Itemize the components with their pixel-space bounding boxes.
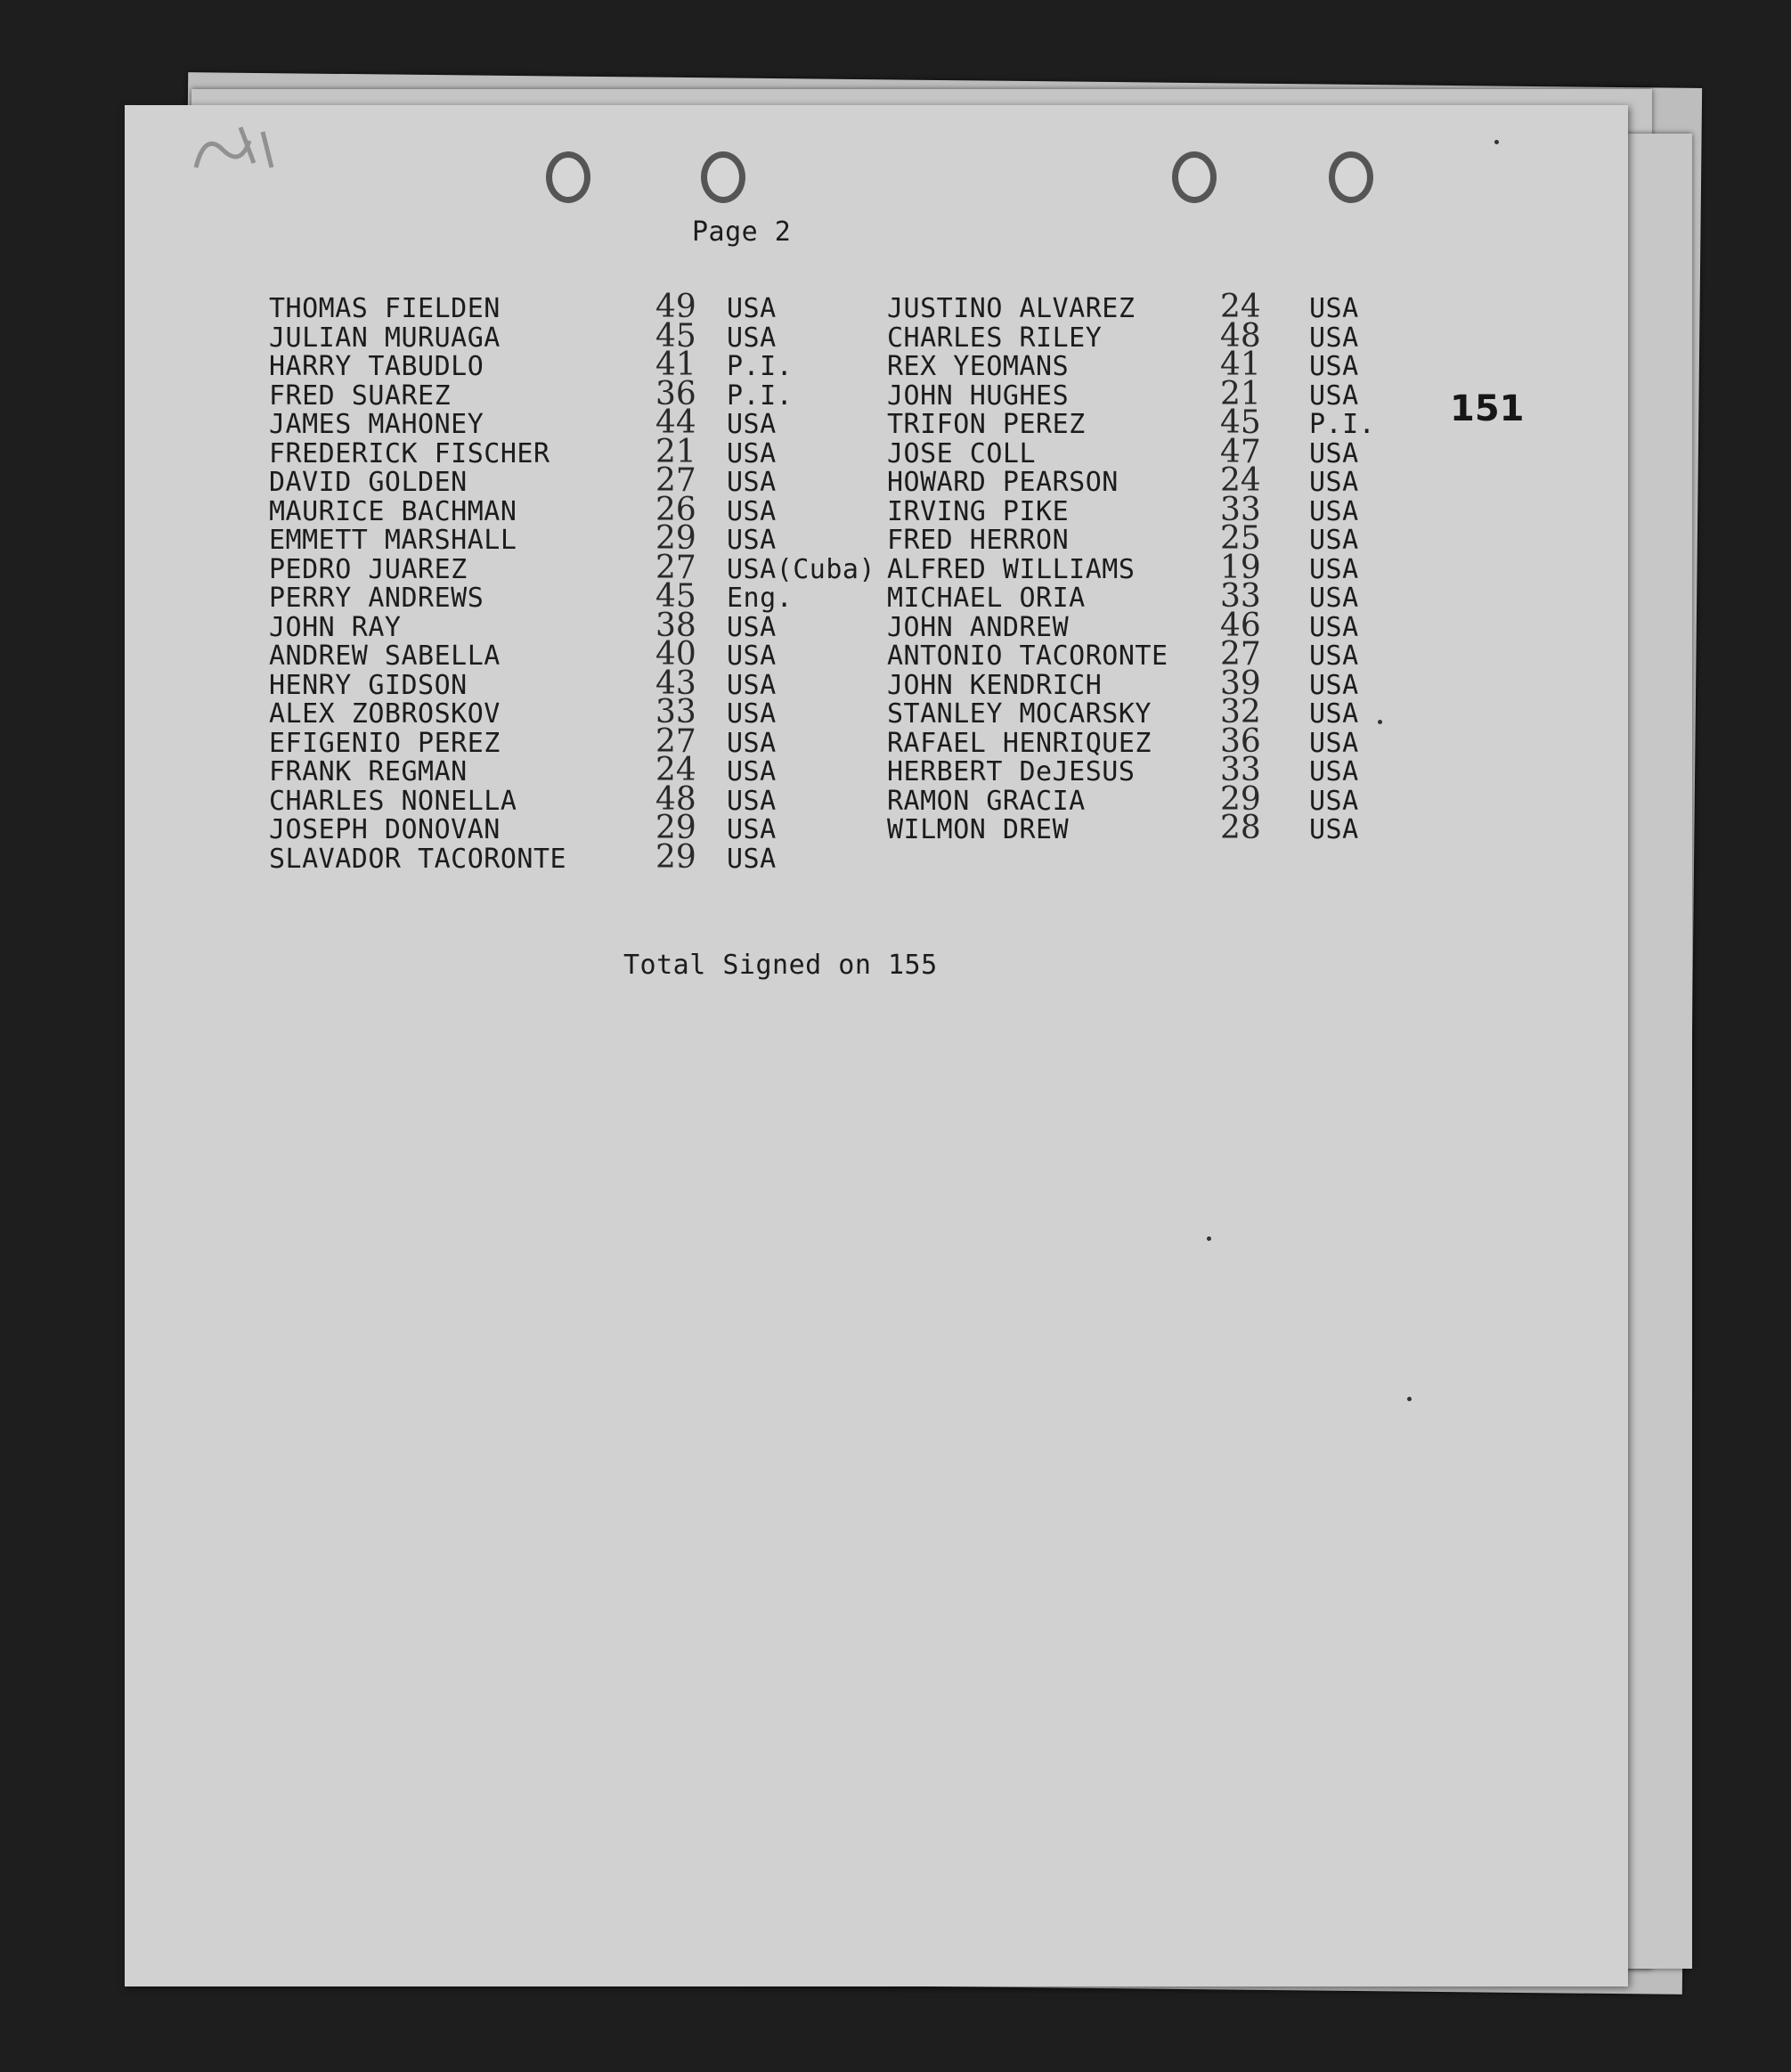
roster-age: 47	[1220, 433, 1261, 470]
roster-nationality: USA	[727, 409, 777, 440]
roster-nationality: USA	[1309, 727, 1359, 759]
page-label: Page 2	[692, 216, 792, 248]
roster-age: 24	[1220, 289, 1261, 325]
roster-name: FRED SUAREZ	[269, 379, 452, 412]
roster-name: RAMON GRACIA	[887, 785, 1086, 817]
punch-hole	[546, 151, 590, 203]
roster-nationality: USA	[727, 843, 777, 875]
roster-age: 43	[655, 665, 696, 702]
roster-nationality: USA	[727, 322, 777, 354]
roster-nationality: USA	[1309, 756, 1359, 787]
roster-nationality: USA	[727, 814, 777, 845]
roster-age: 48	[1220, 317, 1261, 355]
roster-nationality: USA	[1309, 553, 1359, 585]
roster-age: 40	[655, 636, 696, 673]
roster-name: RAFAEL HENRIQUEZ	[887, 727, 1152, 759]
roster-age: 38	[655, 607, 696, 644]
roster-name: HOWARD PEARSON	[887, 467, 1119, 498]
roster-nationality: USA	[727, 525, 777, 556]
roster-age: 21	[655, 433, 696, 470]
roster-age: 49	[655, 289, 696, 325]
speck	[1378, 720, 1382, 724]
roster-age: 25	[1220, 520, 1261, 557]
roster-name: ALEX ZOBROSKOV	[269, 698, 501, 730]
roster-name: DAVID GOLDEN	[269, 467, 468, 498]
roster-nationality: USA	[1309, 583, 1359, 614]
roster-age: 33	[1220, 752, 1261, 788]
roster-nationality: USA	[1309, 785, 1359, 817]
roster-age: 28	[1220, 810, 1261, 846]
roster-name: FRANK REGMAN	[269, 756, 468, 787]
roster-name: WILMON DREW	[887, 814, 1070, 845]
roster-name: FREDERICK FISCHER	[269, 437, 550, 469]
roster-age: 46	[1220, 607, 1261, 644]
roster-nationality: USA	[727, 756, 777, 787]
roster-name: EMMETT MARSHALL	[269, 525, 517, 556]
roster-name: SLAVADOR TACORONTE	[269, 843, 567, 875]
roster-name: JOHN KENDRICH	[887, 669, 1103, 701]
roster-name: HENRY GIDSON	[269, 669, 468, 701]
roster-nationality: USA	[727, 727, 777, 759]
roster-age: 41	[1220, 347, 1261, 383]
roster-nationality: USA	[1309, 467, 1359, 498]
roster-nationality: USA	[1309, 322, 1359, 354]
roster-age: 45	[1220, 404, 1261, 441]
roster-nationality: USA	[1309, 351, 1359, 382]
roster-nationality: USA	[1309, 669, 1359, 701]
roster-nationality: USA	[1309, 698, 1359, 730]
roster-nationality: USA	[727, 611, 777, 643]
roster-name: FRED HERRON	[887, 525, 1070, 556]
roster-name: JOHN RAY	[269, 611, 402, 643]
roster-nationality: USA	[1309, 495, 1359, 527]
roster-nationality: USA	[727, 785, 777, 817]
roster-age: 27	[655, 722, 696, 760]
roster-nationality: USA	[727, 467, 777, 498]
document-page	[125, 105, 1628, 1986]
roster-nationality: USA	[1309, 437, 1359, 469]
roster-name: JAMES MAHONEY	[269, 409, 484, 440]
roster-name: REX YEOMANS	[887, 351, 1070, 382]
roster-name: CHARLES RILEY	[887, 322, 1103, 354]
roster-age: 29	[1220, 780, 1261, 818]
roster-nationality: USA	[1309, 611, 1359, 643]
roster-nationality: USA	[727, 437, 777, 469]
roster-name: MICHAEL ORIA	[887, 583, 1086, 614]
roster-name: PEDRO JUAREZ	[269, 553, 468, 585]
roster-nationality: USA(Cuba)	[727, 553, 876, 585]
roster-age: 29	[655, 810, 696, 846]
roster-name: ANDREW SABELLA	[269, 640, 501, 672]
punch-hole	[1172, 151, 1217, 203]
roster-nationality: USA	[1309, 293, 1359, 324]
roster-nationality: P.I.	[1309, 409, 1376, 440]
roster-name: HARRY TABUDLO	[269, 351, 484, 382]
punch-hole	[701, 151, 745, 203]
roster-age: 26	[655, 491, 696, 528]
roster-nationality: P.I.	[727, 379, 794, 412]
roster-name: STANLEY MOCARSKY	[887, 698, 1152, 730]
roster-name: JOHN HUGHES	[887, 379, 1070, 412]
roster-nationality: USA	[1309, 525, 1359, 556]
roster-nationality: USA	[727, 669, 777, 701]
roster-age: 33	[655, 694, 696, 730]
roster-name: ALFRED WILLIAMS	[887, 553, 1136, 585]
roster-name: TRIFON PEREZ	[887, 409, 1086, 440]
corner-smudge	[187, 114, 294, 194]
roster-age: 27	[655, 462, 696, 499]
roster-age: 39	[1220, 665, 1261, 702]
roster-nationality: USA	[1309, 814, 1359, 845]
roster-age: 24	[655, 752, 696, 788]
roster-age: 45	[655, 578, 696, 615]
roster-name: JOSEPH DONOVAN	[269, 814, 501, 845]
roster-age: 19	[1220, 549, 1261, 586]
page-stamp-number: 151	[1450, 388, 1525, 429]
speck	[1207, 1236, 1211, 1241]
roster-nationality: USA	[1309, 379, 1359, 412]
roster-age: 29	[655, 520, 696, 557]
roster-age: 21	[1220, 375, 1261, 412]
roster-name: ANTONIO TACORONTE	[887, 640, 1168, 672]
roster-name: CHARLES NONELLA	[269, 785, 517, 817]
roster-name: EFIGENIO PEREZ	[269, 727, 501, 759]
roster-age: 36	[655, 375, 696, 412]
roster-age: 33	[1220, 578, 1261, 615]
punch-hole	[1329, 151, 1373, 203]
roster-name: MAURICE BACHMAN	[269, 495, 517, 527]
roster-name: IRVING PIKE	[887, 495, 1070, 527]
roster-nationality: P.I.	[727, 351, 794, 382]
roster-nationality: USA	[727, 293, 777, 324]
roster-name: JOHN ANDREW	[887, 611, 1070, 643]
roster-age: 29	[655, 838, 696, 876]
roster-age: 44	[655, 404, 696, 441]
roster-age: 41	[655, 347, 696, 383]
roster-age: 32	[1220, 694, 1261, 730]
roster-age: 27	[655, 549, 696, 586]
roster-name: THOMAS FIELDEN	[269, 293, 501, 324]
roster-age: 33	[1220, 491, 1261, 528]
roster-nationality: USA	[727, 640, 777, 672]
roster-nationality: USA	[727, 495, 777, 527]
roster-age: 48	[655, 780, 696, 818]
roster-name: JULIAN MURUAGA	[269, 322, 501, 354]
speck	[1494, 140, 1499, 144]
roster-age: 36	[1220, 722, 1261, 760]
roster-name: PERRY ANDREWS	[269, 583, 484, 614]
roster-age: 24	[1220, 462, 1261, 499]
roster-age: 45	[655, 317, 696, 355]
roster-name: JOSE COLL	[887, 437, 1037, 469]
roster-nationality: Eng.	[727, 583, 794, 614]
roster-nationality: USA	[1309, 640, 1359, 672]
roster-name: JUSTINO ALVAREZ	[887, 293, 1136, 324]
roster-name: HERBERT DeJESUS	[887, 756, 1136, 787]
speck	[1407, 1397, 1412, 1401]
roster-age: 27	[1220, 636, 1261, 673]
roster-nationality: USA	[727, 698, 777, 730]
total-signed-line: Total Signed on 155	[623, 950, 938, 981]
